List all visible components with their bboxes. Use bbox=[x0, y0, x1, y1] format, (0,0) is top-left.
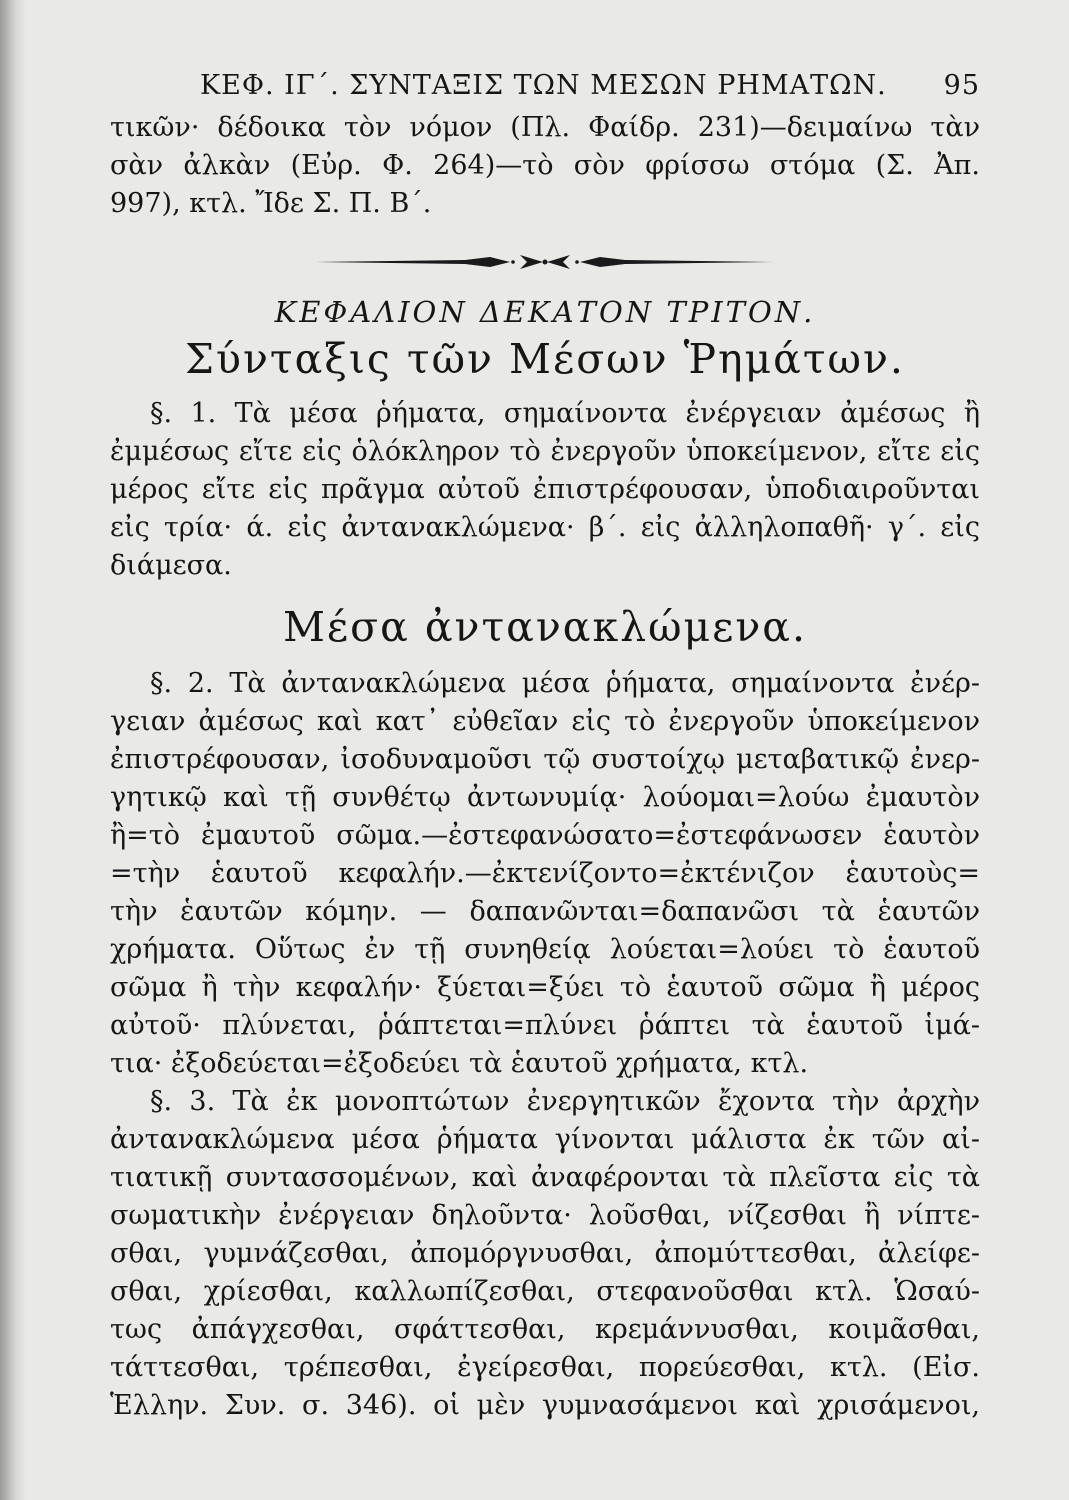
text-line: τάττεσθαι, τρέπεσθαι, ἐγείρεσθαι, πορεύεσθαι, κτλ. (Εἰσ. bbox=[110, 1352, 980, 1383]
book-page bbox=[110, 70, 980, 1425]
text-line: ἐπιστρέφουσαν, ἰσοδυναμοῦσι τῷ συστοίχῳ μεταβατικῷ ἐνερ- bbox=[110, 744, 980, 775]
continued-paragraph bbox=[110, 109, 980, 223]
running-head bbox=[110, 70, 980, 101]
running-head-title: ΚΕΦ. ΙΓ΄. ΣΥΝΤΑΞΙΣ ΤΩΝ ΜΕΣΩΝ ΡΗΜΑΤΩΝ. bbox=[200, 70, 887, 101]
text-line: §. 2. Τὰ ἀντανακλώμενα μέσα ῥήματα, σημαίνοντα ἐνέρ- bbox=[150, 668, 980, 699]
text-line: 997), κτλ. Ἴδε Σ. Π. Β΄. bbox=[110, 188, 432, 219]
text-line: χρήματα. Οὕτως ἐν τῇ συνηθείᾳ λούεται=λούει τὸ ἑαυτοῦ bbox=[110, 934, 980, 965]
text-line: =τὴν ἑαυτοῦ κεφαλήν.—ἐκτενίζοντο=ἐκτένιζον ἑαυτοὺς= bbox=[110, 858, 980, 889]
paragraph-section-3 bbox=[110, 1083, 980, 1425]
text-line: αὐτοῦ· πλύνεται, ῥάπτεται=πλύνει ῥάπτει τὰ ἑαυτοῦ ἱμά- bbox=[110, 1010, 980, 1041]
text-line: ἢ=τὸ ἐμαυτοῦ σῶμα.—ἐστεφανώσατο=ἐστεφάνωσεν ἑαυτὸν bbox=[110, 820, 980, 851]
text-line: Ἑλλην. Συν. σ. 346). οἱ μὲν γυμνασάμενοι καὶ χρισάμενοι, bbox=[110, 1390, 980, 1421]
text-line: ἀντανακλώμενα μέσα ῥήματα γίνονται μάλιστα ἐκ τῶν αἰ- bbox=[110, 1124, 980, 1155]
chapter-subtitle: Σύνταξις τῶν Μέσων Ῥημάτων. bbox=[185, 335, 905, 383]
text-line: τιατικῇ συντασσομένων, καὶ ἀναφέρονται τὰ πλεῖστα εἰς τὰ bbox=[110, 1162, 980, 1193]
paragraph-section-2 bbox=[110, 665, 980, 1083]
text-line: §. 1. Τὰ μέσα ῥήματα, σημαίνοντα ἐνέργειαν ἀμέσως ἢ bbox=[150, 398, 980, 429]
page-number: 95 bbox=[943, 70, 980, 101]
text-line: §. 3. Τὰ ἐκ μονοπτώτων ἐνεργητικῶν ἔχοντα τὴν ἀρχὴν bbox=[150, 1086, 980, 1117]
text-line: σωματικὴν ἐνέργειαν δηλοῦντα· λοῦσθαι, νίζεσθαι ἢ νίπτε- bbox=[110, 1200, 980, 1231]
text-line: σῶμα ἢ τὴν κεφαλήν· ξύεται=ξύει τὸ ἑαυτοῦ σῶμα ἢ μέρος bbox=[110, 972, 980, 1003]
text-line: διάμεσα. bbox=[110, 550, 232, 581]
paragraph-section-1 bbox=[110, 395, 980, 585]
text-line: σὰν ἀλκὰν (Εὐρ. Φ. 264)—τὸ σὸν φρίσσω στόμα (Σ. Ἀπ. bbox=[110, 150, 980, 181]
text-line: τικῶν· δέδοικα τὸν νόμον (Πλ. Φαίδρ. 231)—δειμαίνω τὰν bbox=[110, 112, 980, 143]
text-line: τως ἀπάγχεσθαι, σφάττεσθαι, κρεμάννυσθαι, κοιμᾶσθαι, bbox=[110, 1314, 980, 1345]
text-line: μέρος εἴτε εἰς πρᾶγμα αὐτοῦ ἐπιστρέφουσαν, ὑποδιαιροῦνται bbox=[110, 474, 980, 505]
text-line: ἐμμέσως εἴτε εἰς ὁλόκληρον τὸ ἐνεργοῦν ὑποκείμενον, εἴτε εἰς bbox=[110, 436, 980, 467]
decorative-rule-ornament bbox=[315, 249, 775, 275]
text-line: εἰς τρία· ά. εἰς ἀντανακλώμενα· β΄. εἰς ἀλληλοπαθῆ· γ΄. εἰς bbox=[110, 512, 980, 543]
text-line: σθαι, χρίεσθαι, καλλωπίζεσθαι, στεφανοῦσθαι κτλ. Ὡσαύ- bbox=[110, 1276, 980, 1307]
chapter-title: ΚΕΦΑΛΙΟΝ ΔΕΚΑΤΟΝ ΤΡΙΤΟΝ. bbox=[274, 295, 816, 329]
text-line: γειαν ἀμέσως καὶ κατ᾽ εὐθεῖαν εἰς τὸ ἐνεργοῦν ὑποκείμενον bbox=[110, 706, 980, 737]
text-line: σθαι, γυμνάζεσθαι, ἀπομόργνυσθαι, ἀπομύττεσθαι, ἀλείφε- bbox=[110, 1238, 980, 1269]
text-line: γητικῷ καὶ τῇ συνθέτῳ ἀντωνυμίᾳ· λούομαι=λούω ἐμαυτὸν bbox=[110, 782, 980, 813]
text-line: τὴν ἑαυτῶν κόμην. — δαπανῶνται=δαπανῶσι τὰ ἑαυτῶν bbox=[110, 896, 980, 927]
page-edge-shadow bbox=[0, 0, 26, 1500]
section-heading: Μέσα ἀντανακλώμενα. bbox=[282, 603, 808, 651]
text-line: τια· ἐξοδεύεται=ἐξοδεύει τὰ ἑαυτοῦ χρήματα, κτλ. bbox=[110, 1048, 809, 1079]
